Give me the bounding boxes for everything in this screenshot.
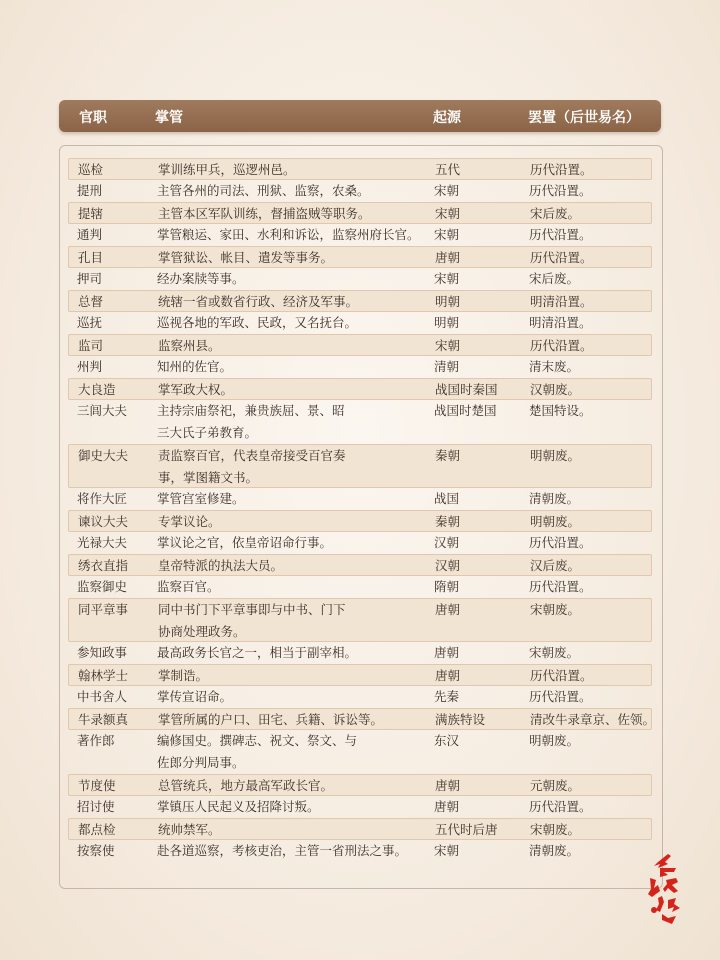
status-cell: 历代沿置。 <box>530 250 593 265</box>
origin-cell: 唐朝 <box>435 250 461 265</box>
status-cell: 宋朝废。 <box>530 822 581 837</box>
table-row <box>68 774 652 796</box>
duty-cell: 经办案牍等事。 <box>157 271 245 286</box>
office-title-cell: 招讨使 <box>77 799 115 814</box>
duty-cell: 掌管宫室修建。 <box>157 491 245 506</box>
status-cell: 汉后废。 <box>530 558 581 573</box>
office-title-cell: 大良造 <box>78 382 116 397</box>
office-title-cell: 巡检 <box>78 162 104 177</box>
table-row <box>68 664 652 686</box>
office-title-cell: 三闾大夫 <box>77 403 128 418</box>
origin-cell: 宋朝 <box>434 183 460 198</box>
duty-cell: 最高政务长官之一，相当于副宰相。 <box>157 645 358 660</box>
office-title-cell: 总督 <box>78 294 104 309</box>
status-cell: 明朝废。 <box>530 514 581 529</box>
status-cell: 宋后废。 <box>530 206 581 221</box>
origin-cell: 明朝 <box>435 294 461 309</box>
duty-cell: 巡视各地的军政、民政，又名抚台。 <box>157 315 358 330</box>
office-title-cell: 孔目 <box>78 250 104 265</box>
status-cell: 历代沿置。 <box>530 668 593 683</box>
office-title-cell: 押司 <box>77 271 103 286</box>
status-cell: 宋后废。 <box>529 271 580 286</box>
status-cell: 明清沿置。 <box>529 315 592 330</box>
origin-cell: 五代时后唐 <box>435 822 498 837</box>
office-title-cell: 绣衣直指 <box>78 558 129 573</box>
office-title-cell: 将作大匠 <box>77 491 128 506</box>
office-title-cell: 谏议大夫 <box>78 514 129 529</box>
status-cell: 历代沿置。 <box>530 338 593 353</box>
duty-cell: 知州的佐官。 <box>157 359 233 374</box>
table-row <box>68 378 652 400</box>
table-row <box>68 510 652 532</box>
status-cell: 明朝废。 <box>530 448 581 463</box>
origin-cell: 宋朝 <box>434 843 460 858</box>
status-cell: 历代沿置。 <box>529 535 592 550</box>
origin-cell: 汉朝 <box>434 535 460 550</box>
duty-cell: 掌传宣诏命。 <box>157 689 233 704</box>
duty-cell: 皇帝特派的执法大员。 <box>158 558 284 573</box>
origin-cell: 宋朝 <box>435 338 461 353</box>
origin-cell: 五代 <box>435 162 461 177</box>
office-title-cell: 提刑 <box>77 183 103 198</box>
origin-cell: 东汉 <box>434 733 460 748</box>
office-title-cell: 翰林学士 <box>78 668 129 683</box>
status-cell: 历代沿置。 <box>529 227 592 242</box>
duty-cell: 掌制诰。 <box>158 668 209 683</box>
duty-cell: 监察州县。 <box>158 338 221 353</box>
seal-logo <box>638 850 690 930</box>
origin-cell: 战国 <box>434 491 460 506</box>
office-title-cell: 同平章事 <box>78 602 129 617</box>
origin-cell: 隋朝 <box>434 579 460 594</box>
origin-cell: 秦朝 <box>435 448 461 463</box>
table-row <box>68 180 652 202</box>
table-row <box>68 356 652 378</box>
status-cell: 清朝废。 <box>529 491 580 506</box>
office-title-cell: 著作郎 <box>77 733 115 748</box>
duty-cell: 佐郎分判局事。 <box>157 755 245 770</box>
duty-cell: 掌军政大权。 <box>158 382 234 397</box>
status-cell: 宋朝废。 <box>529 645 580 660</box>
origin-cell: 唐朝 <box>435 602 461 617</box>
table-row <box>68 400 652 444</box>
origin-cell: 汉朝 <box>435 558 461 573</box>
office-title-cell: 参知政事 <box>77 645 128 660</box>
table-row <box>68 576 652 598</box>
table-row <box>68 444 652 488</box>
duty-cell: 三大氏子弟教育。 <box>157 425 258 440</box>
duty-cell: 主管各州的司法、刑狱、监察，农桑。 <box>157 183 370 198</box>
office-title-cell: 提辖 <box>78 206 104 221</box>
origin-cell: 战国时秦国 <box>435 382 498 397</box>
origin-cell: 明朝 <box>434 315 460 330</box>
office-title-cell: 巡抚 <box>77 315 103 330</box>
header-origin: 起源 <box>433 110 461 126</box>
table-row <box>68 642 652 664</box>
office-title-cell: 监察御史 <box>77 579 128 594</box>
origin-cell: 唐朝 <box>435 668 461 683</box>
table-row <box>68 532 652 554</box>
origin-cell: 宋朝 <box>434 271 460 286</box>
table-row <box>68 224 652 246</box>
origin-cell: 秦朝 <box>435 514 461 529</box>
duty-cell: 责监察百官，代表皇帝接受百官奏 <box>158 448 346 463</box>
status-cell: 明朝废。 <box>529 733 580 748</box>
status-cell: 历代沿置。 <box>529 799 592 814</box>
office-title-cell: 州判 <box>77 359 103 374</box>
duty-cell: 掌管所属的户口、田宅、兵籍、诉讼等。 <box>158 712 384 727</box>
office-title-cell: 都点检 <box>78 822 116 837</box>
status-cell: 历代沿置。 <box>530 162 593 177</box>
origin-cell: 宋朝 <box>434 227 460 242</box>
office-title-cell: 牛录额真 <box>78 712 129 727</box>
table-row <box>68 246 652 268</box>
duty-cell: 总管统兵，地方最高军政长官。 <box>158 778 334 793</box>
origin-cell: 战国时楚国 <box>434 403 497 418</box>
duty-cell: 专掌议论。 <box>158 514 221 529</box>
table-row <box>68 686 652 708</box>
duty-cell: 事，掌图籍文书。 <box>158 470 259 485</box>
origin-cell: 唐朝 <box>435 778 461 793</box>
office-title-cell: 监司 <box>78 338 104 353</box>
status-cell: 历代沿置。 <box>529 689 592 704</box>
office-title-cell: 中书舍人 <box>77 689 128 704</box>
table-row <box>68 598 652 642</box>
table-row <box>68 334 652 356</box>
office-title-cell: 御史大夫 <box>78 448 129 463</box>
table-row <box>68 818 652 840</box>
table-row <box>68 290 652 312</box>
header-status: 罢置（后世易名） <box>528 110 640 126</box>
table-row <box>68 554 652 576</box>
office-title-cell: 通判 <box>77 227 103 242</box>
duty-cell: 掌议论之官，依皇帝诏命行事。 <box>157 535 333 550</box>
duty-cell: 主持宗庙祭祀，兼贵族屈、景、昭 <box>157 403 345 418</box>
office-title-cell: 光禄大夫 <box>77 535 128 550</box>
duty-cell: 赴各道巡察，考核吏治，主管一省刑法之事。 <box>157 843 408 858</box>
status-cell: 清朝废。 <box>529 843 580 858</box>
office-title-cell: 节度使 <box>78 778 116 793</box>
origin-cell: 唐朝 <box>434 645 460 660</box>
status-cell: 清改牛录章京、佐领。 <box>530 712 656 727</box>
duty-cell: 主管本区军队训练，督捕盗贼等职务。 <box>158 206 371 221</box>
table-row <box>68 796 652 818</box>
duty-cell: 统帅禁军。 <box>158 822 221 837</box>
status-cell: 清末废。 <box>529 359 580 374</box>
status-cell: 元朝废。 <box>530 778 581 793</box>
status-cell: 明清沿置。 <box>530 294 593 309</box>
table-row <box>68 730 652 774</box>
origin-cell: 清朝 <box>434 359 460 374</box>
table-row <box>68 268 652 290</box>
status-cell: 楚国特设。 <box>529 403 592 418</box>
table-row <box>68 158 652 180</box>
table-row <box>68 202 652 224</box>
status-cell: 历代沿置。 <box>529 579 592 594</box>
origin-cell: 先秦 <box>434 689 460 704</box>
origin-cell: 宋朝 <box>435 206 461 221</box>
table-row <box>68 488 652 510</box>
duty-cell: 掌管粮运、家田、水利和诉讼，监察州府长官。 <box>157 227 420 242</box>
duty-cell: 掌镇压人民起义及招降讨叛。 <box>157 799 320 814</box>
table-row <box>68 312 652 334</box>
table-row <box>68 708 656 730</box>
office-title-cell: 按察使 <box>77 843 115 858</box>
origin-cell: 满族特设 <box>435 712 486 727</box>
header-duty: 掌管 <box>155 110 183 126</box>
duty-cell: 编修国史。撰碑志、祝文、祭文、与 <box>157 733 358 748</box>
origin-cell: 唐朝 <box>434 799 460 814</box>
table-row <box>68 840 652 862</box>
duty-cell: 同中书门下平章事即与中书、门下 <box>158 602 346 617</box>
duty-cell: 监察百官。 <box>157 579 220 594</box>
duty-cell: 掌管狱讼、帐目、遣发等事务。 <box>158 250 334 265</box>
status-cell: 宋朝废。 <box>530 602 581 617</box>
header-title: 官职 <box>79 110 107 126</box>
status-cell: 历代沿置。 <box>529 183 592 198</box>
duty-cell: 协商处理政务。 <box>158 624 246 639</box>
status-cell: 汉朝废。 <box>530 382 581 397</box>
duty-cell: 统辖一省或数省行政、经济及军事。 <box>158 294 359 309</box>
duty-cell: 掌训练甲兵，巡逻州邑。 <box>158 162 296 177</box>
